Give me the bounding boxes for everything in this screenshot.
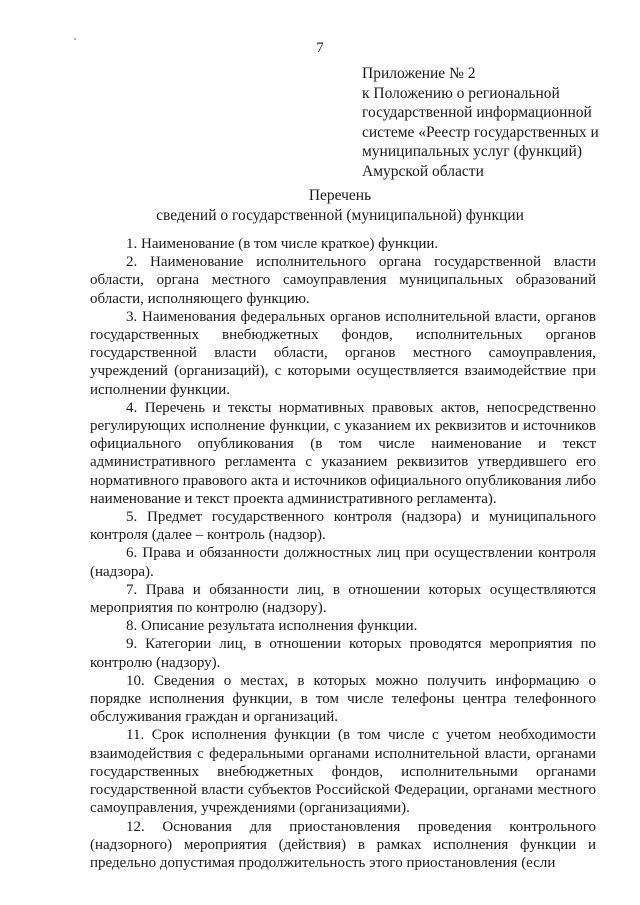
page-number: 7 — [316, 40, 324, 56]
list-item: 1. Наименование (в том числе краткое) функции. — [126, 236, 439, 252]
document-body — [90, 235, 596, 872]
appendix-line: Приложение № 2 — [362, 65, 476, 82]
title-line-1: Перечень — [308, 187, 372, 204]
appendix-line: к Положению о региональной — [362, 84, 560, 102]
list-item: 5. Предмет государственного контроля (надзора) и муниципального контроля (далее – контроль (надзор). — [90, 509, 596, 544]
list-item: 6. Права и обязанности должностных лиц при осуществлении контроля (надзора). — [90, 545, 596, 580]
list-item: 4. Перечень и тексты нормативных правовых актов, непосредственно регулирующих исполнение функции, с указанием их реквизитов и источников официального опубликования (в том числе наименование и текст административного регламента с указанием реквизитов утвердившего его нормативного правового акта и источников официального опубликования либо наименование и текст проекта административного регламента). — [90, 399, 596, 507]
document-title — [60, 186, 620, 225]
list-item: 10. Сведения о местах, в которых можно получить информацию о порядке исполнения функции, в том числе телефоны центра телефонного обслуживания граждан и организаций. — [90, 672, 596, 726]
appendix-line: государственной информационной — [362, 104, 592, 121]
list-item: 3. Наименования федеральных органов исполнительной власти, органов государственных внебюджетных фондов, исполнительных органов государственной власти области, органов местного самоуправления, учреждений (организаций), с которыми осуществляется взаимодействие при исполнении функции. — [90, 308, 596, 398]
appendix-line: системе «Реестр государственных и — [362, 123, 599, 141]
list-item: 8. Описание результата исполнения функции. — [126, 618, 418, 635]
list-item: 2. Наименование исполнительного органа государственной власти области, органа местного самоуправления муниципальных образований области, исполняющего функцию. — [90, 254, 596, 307]
appendix-line: муниципальных услуг (функций) — [362, 143, 582, 160]
list-item: 7. Права и обязанности лиц, в отношении которых осуществляются мероприятия по контролю (надзору). — [90, 581, 596, 617]
list-item: 11. Срок исполнения функции (в том числе с учетом необходимости взаимодействия с федеральными органами исполнительной власти, органами государственных внебюджетных фондов, исполнительными органами государственной власти субъектов Российской Федерации, органами местного самоуправления, учреждениями (организациями). — [90, 727, 596, 817]
appendix-header — [362, 64, 624, 181]
appendix-line: Амурской области — [362, 162, 484, 180]
title-line-2: сведений о государственной (муниципальной) функции — [156, 206, 524, 224]
list-item: 12. Основания для приостановления проведения контрольного (надзорного) мероприятия (действия) в рамках исполнения функции и предельно допустимая продолжительность этого приостановления (если — [90, 818, 596, 871]
list-item: 9. Категории лиц, в отношении которых проводятся мероприятия по контролю (надзору). — [90, 636, 596, 671]
